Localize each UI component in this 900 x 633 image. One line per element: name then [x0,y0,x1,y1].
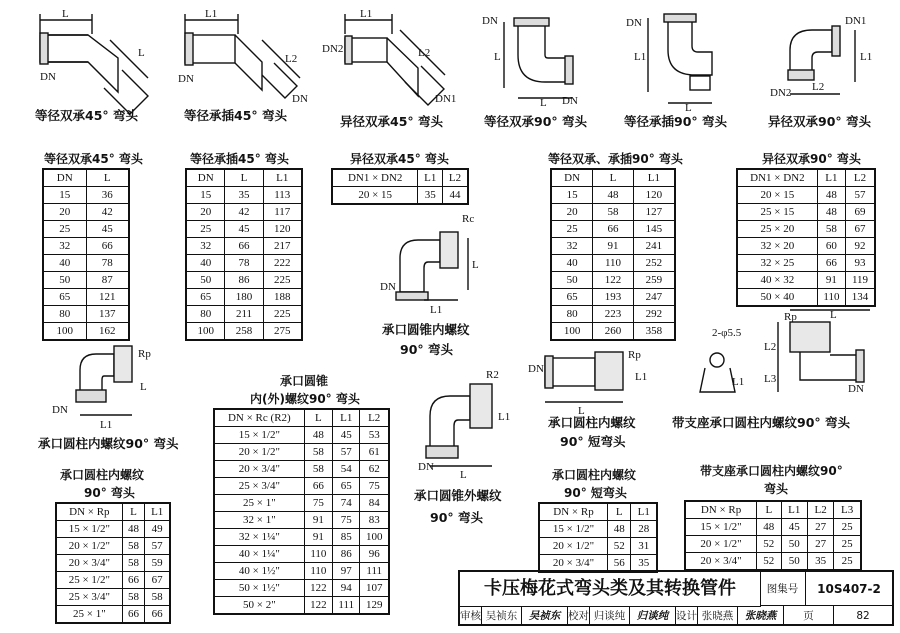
table-row: 20 × 3/4" 58 59 [56,555,170,572]
table-row: 25 × 15 48 69 [737,204,875,221]
svg-text:DN: DN [40,71,56,83]
caption-6: 异径双承90° 弯头 [768,114,871,129]
table-row: 32 66 [43,238,129,255]
table-row: 20 × 3/4" 58 54 62 [214,461,389,478]
table1-title: 等径双承45° 弯头 [44,152,143,166]
svg-text:L: L [830,309,837,321]
svg-text:L: L [140,381,147,393]
review-signature: 吴祯东 [522,606,568,626]
table-equal-45-double: DN L 15 36 20 42 25 45 32 66 40 78 50 87 65 121 80 137 100 162 [42,168,130,341]
table-row: 80 137 [43,306,129,323]
svg-text:DN2: DN2 [322,43,344,55]
page-label: 页 [784,606,834,626]
svg-text:DN: DN [52,404,68,416]
caption-2: 等径承插45° 弯头 [184,108,287,123]
table-row: 65 121 [43,289,129,306]
svg-text:DN1: DN1 [845,15,867,27]
table-row: 50 × 2" 122 111 129 [214,597,389,615]
svg-text:L2: L2 [812,81,825,93]
caption-cone-inner-1: 承口圆锥内螺纹 [382,322,470,337]
table-row: 32 × 1" 91 75 83 [214,512,389,529]
caption-bracket: 带支座承口圆柱内螺纹90° 弯头 [672,415,850,430]
table-row: 40 × 1½" 110 97 111 [214,563,389,580]
table-reducing-45: DN1 × DN2 L1 L2 20 × 15 35 44 [331,168,469,205]
table-row: 80 223 292 [551,306,675,323]
svg-text:L: L [472,259,479,271]
table-row: 20 × 15 48 57 [737,187,875,204]
table-row: 15 48 120 [551,187,675,204]
svg-text:L: L [460,469,467,480]
table-equal-45-socket: DN L L1 15 35 113 20 42 117 25 45 120 32 66 217 40 78 222 50 86 225 65 180 188 80 211 225 100 258 275 [185,168,303,341]
table-row: 65 193 247 [551,289,675,306]
title-block [458,570,894,626]
table-row: 50 86 225 [186,272,302,289]
svg-text:DN: DN [178,73,194,85]
svg-text:L: L [578,405,585,417]
caption-cyl-inner: 承口圆柱内螺纹90° 弯头 [38,436,179,451]
svg-text:Rp: Rp [138,348,151,360]
table-row: 15 35 113 [186,187,302,204]
table-row: 25 × 1" 66 66 [56,606,170,624]
table6-title-2: 90° 弯头 [84,486,135,500]
caption-cone-inner-2: 90° 弯头 [400,342,453,357]
table-row: 25 66 145 [551,221,675,238]
check-signature: 归谈纯 [630,606,676,626]
table8-title-2: 90° 短弯头 [564,486,627,500]
table-row: 40 78 222 [186,255,302,272]
table-row: 65 180 188 [186,289,302,306]
table-row: 50 87 [43,272,129,289]
table-row: 100 258 275 [186,323,302,341]
table-row: 25 × 1" 75 74 84 [214,495,389,512]
svg-text:DN: DN [482,15,498,27]
svg-text:L: L [138,47,145,59]
svg-text:DN2: DN2 [770,87,792,99]
table-row: 15 × 1/2" 48 45 53 [214,427,389,444]
svg-text:L1: L1 [634,51,647,63]
table-cyl-inner-90: DN × Rp L L1 15 × 1/2" 48 49 20 × 1/2" 58 57 20 × 3/4" 58 59 25 × 1/2" 66 67 25 × 3/4" 58 58 25 × 1" 66 66 [55,502,171,624]
svg-text:L3: L3 [764,373,777,385]
table-row: 25 × 20 58 67 [737,221,875,238]
svg-text:L1: L1 [860,51,873,63]
atlas-label: 图集号 [760,572,806,606]
table-row: 25 45 120 [186,221,302,238]
table-row: 32 66 217 [186,238,302,255]
table-row: 25 × 3/4" 58 58 [56,589,170,606]
caption-cone-outer-1: 承口圆锥外螺纹 [414,488,502,503]
table7-title-2: 内(外)螺纹90° 弯头 [250,392,360,406]
table2-title: 等径承插45° 弯头 [190,152,289,166]
table-equal-90: DN L L1 15 48 120 20 58 127 25 66 145 32 91 241 40 110 252 50 122 259 65 193 247 80 223 292 100 260 358 [550,168,676,341]
table-row: 25 × 3/4" 66 65 75 [214,478,389,495]
svg-text:L1: L1 [635,371,648,383]
fig-reducing-45 [345,14,445,105]
svg-text:L2: L2 [764,341,777,353]
svg-text:L1: L1 [360,8,373,20]
svg-text:DN1: DN1 [435,93,457,105]
table-row: 20 × 15 35 44 [332,187,468,205]
table-row: 50 122 259 [551,272,675,289]
dim-L: L [62,8,69,20]
table-row: 25 45 [43,221,129,238]
caption-4: 等径双承90° 弯头 [484,114,587,129]
caption-5: 等径承插90° 弯头 [624,114,727,129]
svg-text:DN: DN [380,281,396,293]
table-row: 15 × 1/2" 48 28 [539,521,657,538]
svg-text:Rp: Rp [628,349,641,361]
table-row: 20 × 1/2" 58 57 [56,538,170,555]
table7-title-1: 承口圆锥 [280,374,329,388]
svg-text:L1: L1 [430,304,443,316]
fig-equal-90-double [504,18,573,98]
table-row: 32 91 241 [551,238,675,255]
table-row: 40 78 [43,255,129,272]
table-row: 40 × 32 91 119 [737,272,875,289]
table8-title-1: 承口圆柱内螺纹 [552,468,637,482]
review-name: 吴祯东 [482,606,522,626]
table-bracket-90: DN × Rp L L1 L2 L3 15 × 1/2" 48 45 27 25 20 × 1/2" 52 50 27 25 20 × 3/4" 52 50 35 25 [684,500,862,571]
caption-3: 异径双承45° 弯头 [340,114,443,129]
table6-title-1: 承口圆柱内螺纹 [60,468,145,482]
svg-text:L: L [685,102,692,114]
fig-equal-45-double [40,14,148,114]
table9-title-1: 带支座承口圆柱内螺纹90° [700,464,843,478]
table-row: 32 × 20 60 92 [737,238,875,255]
table5-title: 异径双承90° 弯头 [762,152,861,166]
atlas-number: 10S407-2 [806,572,892,606]
table-row: 100 260 358 [551,323,675,341]
table-row: 40 110 252 [551,255,675,272]
table-row: 32 × 1¼" 91 85 100 [214,529,389,546]
table-cyl-short-90: DN × Rp L L1 15 × 1/2" 48 28 20 × 1/2" 52 31 20 × 3/4" 56 35 [538,502,658,573]
table-row: 20 58 127 [551,204,675,221]
design-signature: 张晓燕 [738,606,784,626]
table-row: 20 42 117 [186,204,302,221]
table-row: 20 × 3/4" 52 50 35 25 [685,553,861,571]
svg-text:L2: L2 [285,53,298,65]
table-row: 100 162 [43,323,129,341]
svg-text:DN: DN [528,363,544,375]
svg-text:L: L [494,51,501,63]
review-label: 审核 [460,606,482,626]
svg-text:DN: DN [848,383,864,395]
svg-text:DN: DN [626,17,642,29]
table-row: 80 211 225 [186,306,302,323]
table-row: 20 × 3/4" 56 35 [539,555,657,573]
table9-title-2: 弯头 [764,482,789,496]
table-row: 20 × 1/2" 52 31 [539,538,657,555]
caption-cyl-short-1: 承口圆柱内螺纹 [548,415,636,430]
table-reducing-90: DN1 × DN2 L1 L2 20 × 15 48 57 25 × 15 48 69 25 × 20 58 67 32 × 20 60 92 32 × 25 66 93 40 × 32 91 119 50 × 40 110 134 [736,168,876,307]
table-row: 50 × 1½" 122 94 107 [214,580,389,597]
check-name: 归谈纯 [590,606,630,626]
svg-text:L1: L1 [732,376,745,388]
design-name: 张晓燕 [698,606,738,626]
svg-text:DN: DN [292,93,308,105]
table4-title: 等径双承、承插90° 弯头 [548,152,683,166]
table-row: 15 × 1/2" 48 49 [56,521,170,538]
table-row: 20 42 [43,204,129,221]
check-label: 校对 [568,606,590,626]
svg-text:DN: DN [418,461,434,473]
table-row: 15 × 1/2" 48 45 27 25 [685,519,861,536]
svg-text:DN: DN [562,95,578,107]
table-row: 32 × 25 66 93 [737,255,875,272]
svg-text:L: L [540,97,547,109]
fig-equal-45-socket-spigot [185,14,300,98]
table-cone-90: DN × Rc (R2) L L1 L2 15 × 1/2" 48 45 53 20 × 1/2" 58 57 61 20 × 3/4" 58 54 62 25 × 3/4" 66 65 75 25 × 1" 75 74 84 32 × 1" 91 75 83 32 × 1¼" 91 85 100 40 × 1¼" 110 86 96 40 × 1½" 110 97 111 50 × 1½" 122 94 107 50 × 2" 122 111 129 [213,408,390,615]
svg-text:L1: L1 [100,419,113,431]
svg-text:Rp: Rp [784,311,797,323]
svg-text:L1: L1 [498,411,511,423]
table-row: 40 × 1¼" 110 86 96 [214,546,389,563]
table-row: 20 × 1/2" 58 57 61 [214,444,389,461]
table-row: 25 × 1/2" 66 67 [56,572,170,589]
svg-text:L2: L2 [418,47,431,59]
table-row: 15 36 [43,187,129,204]
svg-text:Rc: Rc [462,213,475,225]
svg-text:R2: R2 [486,369,499,381]
fig-equal-90-socket [648,14,712,103]
caption-cone-outer-2: 90° 弯头 [430,510,483,525]
svg-text:L1: L1 [205,8,218,20]
table3-title: 异径双承45° 弯头 [350,152,449,166]
table-row: 50 × 40 110 134 [737,289,875,307]
drawing-title: 卡压梅花式弯头类及其转换管件 [460,572,761,607]
caption-1: 等径双承45° 弯头 [35,108,138,123]
svg-text:2-φ5.5: 2-φ5.5 [712,327,742,339]
table-row: 20 × 1/2" 52 50 27 25 [685,536,861,553]
design-label: 设计 [676,606,698,626]
page-number: 82 [856,610,870,622]
caption-cyl-short-2: 90° 短弯头 [560,434,626,449]
